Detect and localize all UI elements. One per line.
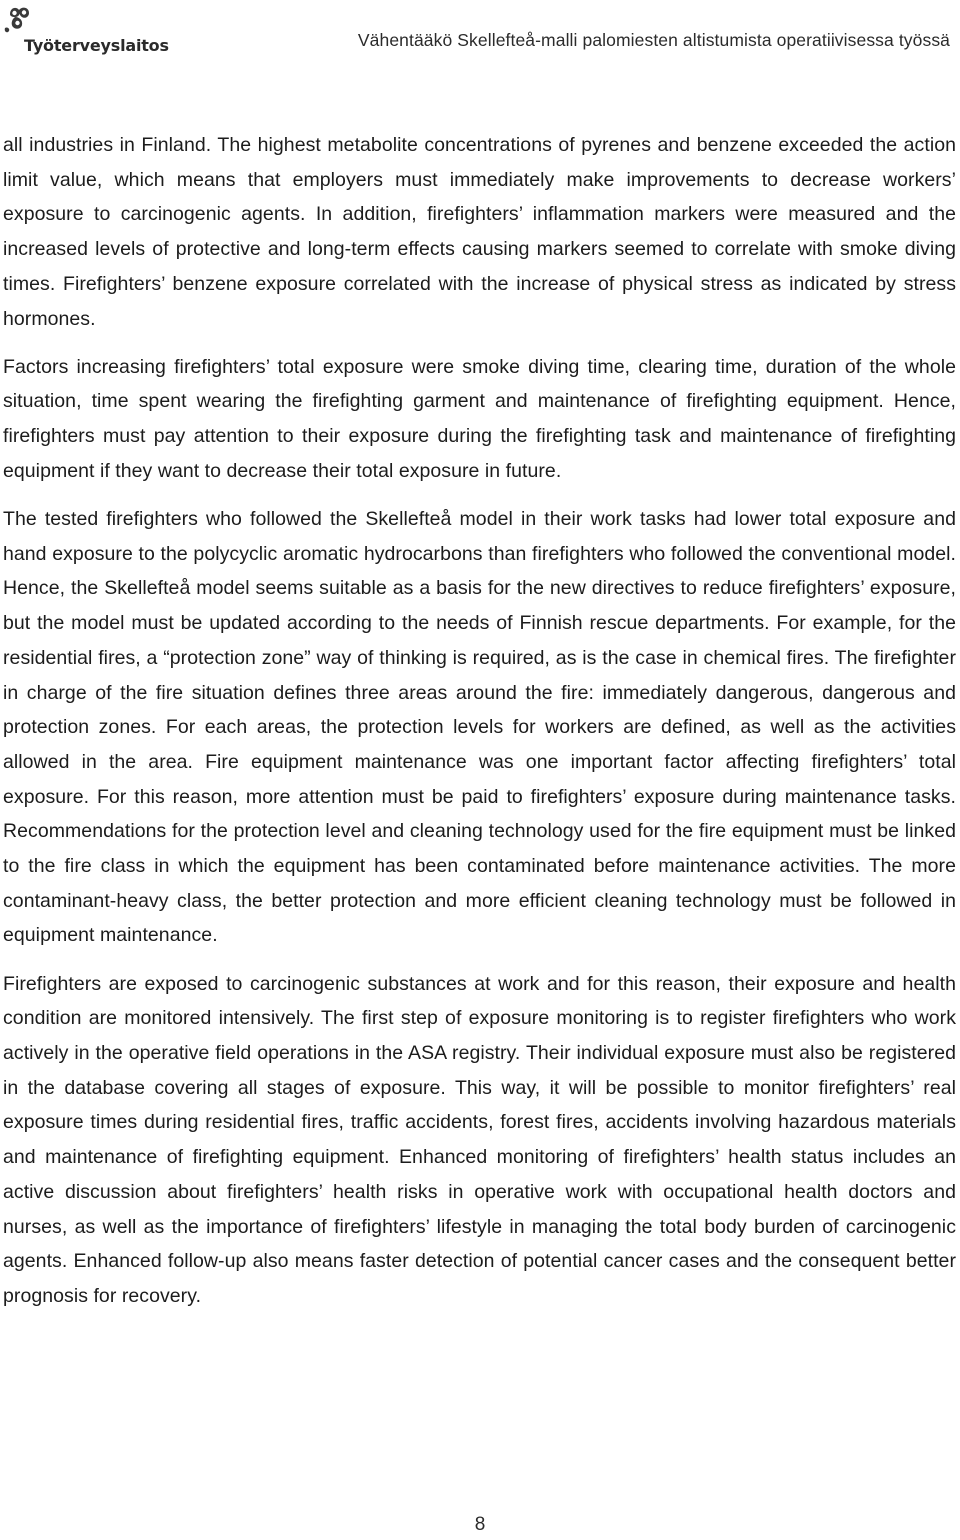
tyoterveyslaitos-logo-icon [2, 4, 42, 38]
page-number: 8 [474, 1514, 486, 1535]
paragraph: Firefighters are exposed to carcinogenic substances at work and for this reason, their exposure and health condition are monitored intensively. The first step of exposure monitoring is to register firefighters who work actively in the operative field operations in the ASA registry. Their individual exposure must also be registered in the database covering all stages of exposure. This way, it will be possible to monitor firefighters’ real exposure times during residential fires, traffic accidents, forest fires, accidents involving hazardous materials and maintenance of firefighting equipment. Enhanced monitoring of firefighters’ health status includes an active discussion about firefighters’ health risks in operative work with occupational health doctors and nurses, as well as the importance of firefighters’ lifestyle in managing the total body burden of carcinogenic agents. Enhanced follow-up also means faster detection of potential cancer cases and the consequent better prognosis for recovery. [3, 972, 956, 1307]
page-header [0, 0, 960, 70]
paragraph: The tested firefighters who followed the Skellefteå model in their work tasks had lower total exposure and hand exposure to the polycyclic aromatic hydrocarbons than firefighters who followed the conventional model. Hence, the Skellefteå model seems suitable as a basis for the new directives to reduce firefighters’ exposure, but the model must be updated according to the needs of Finnish rescue departments. For example, for the residential fires, a “protection zone” way of thinking is required, as is the case in chemical fires. The firefighter in charge of the fire situation defines three areas around the fire: immediately dangerous, dangerous and protection zones. For each areas, the protection levels for workers are defined, as well as the activities allowed in the area. Fire equipment maintenance was one important factor affecting firefighters’ total exposure. For this reason, more attention must be paid to firefighters’ exposure during maintenance tasks. Recommendations for the protection level and cleaning technology used for the fire equipment must be linked to the fire class in which the equipment has been contaminated before maintenance activities. The more contaminant-heavy class, the better protection and more efficient cleaning technology must be followed in equipment maintenance. [3, 508, 956, 947]
running-title: Vähentääkö Skellefteå-malli palomiesten altistumista operatiivisessa työssä [357, 30, 950, 50]
paragraph: Factors increasing firefighters’ total exposure were smoke diving time, clearing time, duration of the whole situation, time spent wearing the firefighting garment and maintenance of firefighting equipment. Hence, firefighters must pay attention to their exposure during the firefighting task and maintenance of firefighting equipment if they want to decrease their total exposure in future. [3, 355, 956, 482]
body-text [3, 128, 956, 1327]
paragraph: all industries in Finland. The highest metabolite concentrations of pyrenes and benzene exceeded the action limit value, which means that employers must immediately make improvements to decrease workers’ exposure to carcinogenic agents. In addition, firefighters’ inflammation markers were measured and the increased levels of protective and long-term effects causing markers seemed to correlate with smoke diving times. Firefighters’ benzene exposure correlated with the increase of physical stress as indicated by stress hormones. [3, 134, 956, 330]
logo-text: Työterveyslaitos [24, 36, 169, 55]
tyoterveyslaitos-logo [2, 4, 172, 60]
